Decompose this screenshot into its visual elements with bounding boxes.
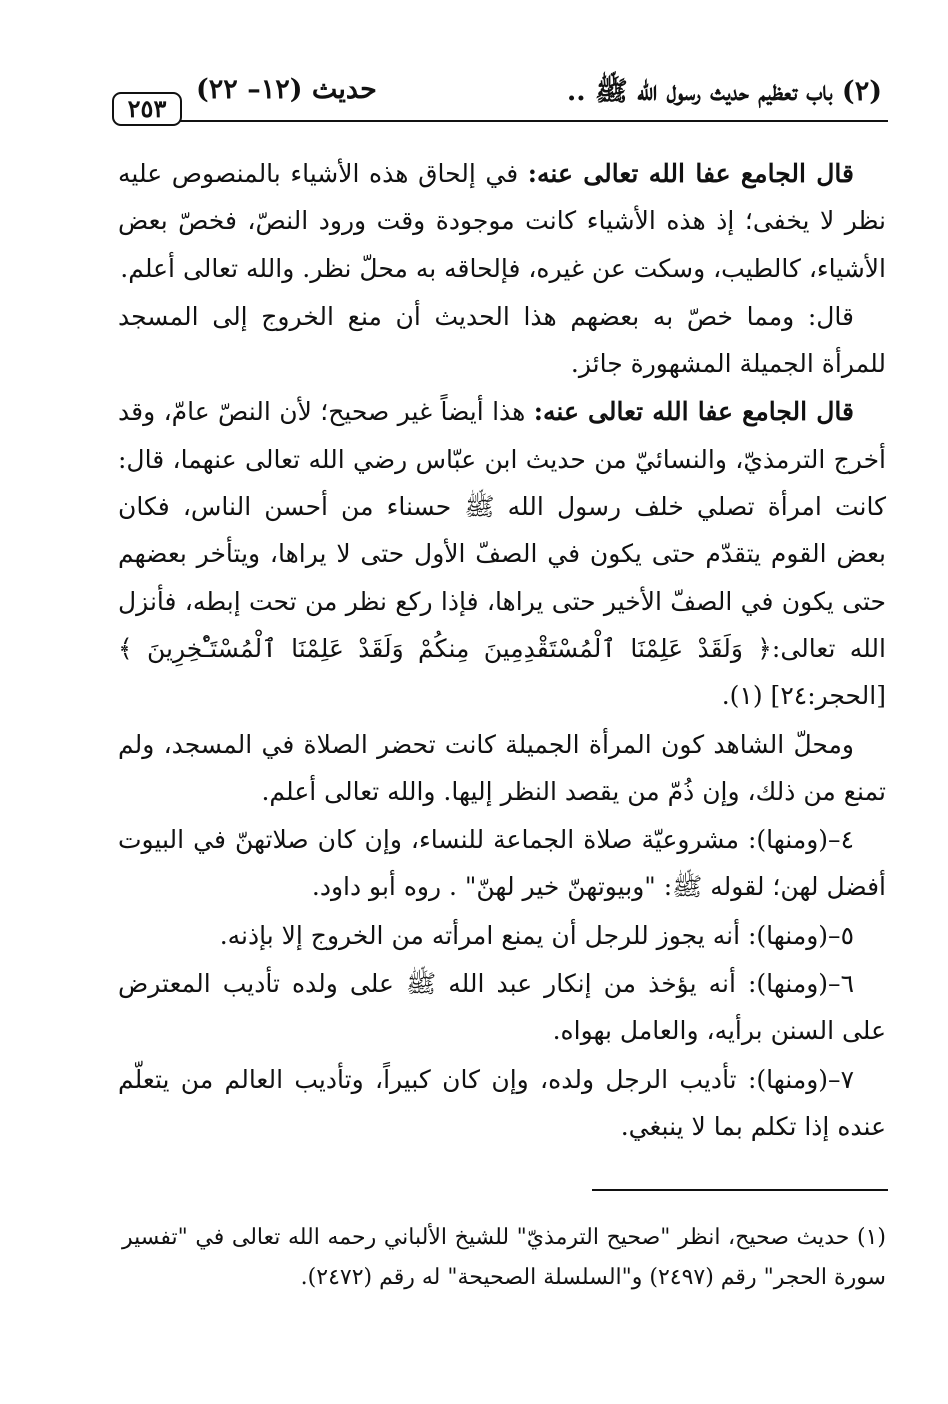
footnote-divider xyxy=(592,1189,888,1191)
running-header xyxy=(112,66,888,124)
paragraph-text: هذا أيضاً غير صحيح؛ لأن النصّ عامّ، وقد أخرج الترمذيّ، والنسائيّ من حديث ابن عبّاس رضي الله تعالى عنهما، قال: كانت امرأة تصلي خلف رسول الله ﷺ حسناء من أحسن الناس، فكان بعض القوم يتقدّم حتى يكون في الصفّ الأول حتى لا يراها، ويتأخر بعضهم حتى يكون في الصفّ الأخير حتى يراها، فإذا ركع نظر من تحت إبطه، فأنزل الله تعالى:﴿ وَلَقَدْ عَلِمْنَا ٱلْمُسْتَقْدِمِينَ مِنكُمْ وَلَقَدْ عَلِمْنَا ٱلْمُسْتَـْٔخِرِينَ ﴾ [الحجر:٢٤] (١). xyxy=(118,397,886,711)
paragraph-text: ٤–(ومنها): مشروعيّة صلاة الجماعة للنساء، وإن كان صلاتهنّ في البيوت أفضل لهن؛ لقوله ﷺ: "وبيوتهنّ خير لهنّ" . روه أبو داود. xyxy=(118,825,886,902)
list-item xyxy=(118,816,886,911)
paragraph-text: ٥–(ومنها): أنه يجوز للرجل أن يمنع امرأته من الخروج إلا بإذنه. xyxy=(219,920,854,950)
list-item xyxy=(118,960,886,1055)
page-number: ٢٥٣ xyxy=(112,92,182,126)
paragraph-lead: قال الجامع عفا الله تعالى عنه: xyxy=(533,397,855,427)
header-divider xyxy=(180,120,888,122)
paragraph-text: ٦–(ومنها): أنه يؤخذ من إنكار عبد الله ﷺ على ولده تأديب المعترض على السنن برأيه، والعامل بهواه. xyxy=(118,969,886,1046)
paragraph-text: ومحلّ الشاهد كون المرأة الجميلة كانت تحضر الصلاة في المسجد، ولم تمنع من ذلك، وإن ذُمّ من يقصد النظر إليها. والله تعالى أعلم. xyxy=(118,729,886,806)
paragraph xyxy=(118,388,886,719)
paragraph-text: قال: ومما خصّ به بعضهم هذا الحديث أن منع الخروج إلى المسجد للمرأة الجميلة المشهورة جائز. xyxy=(118,301,886,379)
footnotes xyxy=(122,1218,886,1298)
list-item xyxy=(118,1056,886,1151)
paragraph-lead: قال الجامع عفا الله تعالى عنه: xyxy=(527,159,854,188)
list-item xyxy=(118,912,886,959)
main-text xyxy=(118,150,886,1151)
paragraph-text: في إلحاق هذه الأشياء بالمنصوص عليه نظر لا يخفى؛ إذ هذه الأشياء كانت موجودة وقت ورود النصّ، فخصّ بعض الأشياء، كالطيب، وسكت عن غيره، فإلحاقه به محلّ نظر. والله تعالى أعلم. xyxy=(118,159,886,283)
chapter-title: (٢) باب تعظيم حديث رسول الله ﷺ .. xyxy=(566,76,882,107)
footnote: (١) حديث صحيح، انظر "صحيح الترمذيّ" للشيخ الألباني رحمه الله تعالى في "تفسير سورة الحجر" رقم (٢٤٩٧) و"السلسلة الصحيحة" له رقم (٢٤٧٢). xyxy=(122,1225,886,1290)
paragraph xyxy=(118,721,886,816)
paragraph xyxy=(118,293,886,388)
hadith-range: حديث (١٢– ٢٢) xyxy=(196,74,377,105)
paragraph-text: ٧–(ومنها): تأديب الرجل ولده، وإن كان كبيراً، وتأديب العالم من يتعلّم عنده إذا تكلم بما لا ينبغي. xyxy=(118,1064,886,1141)
paragraph xyxy=(118,150,886,292)
